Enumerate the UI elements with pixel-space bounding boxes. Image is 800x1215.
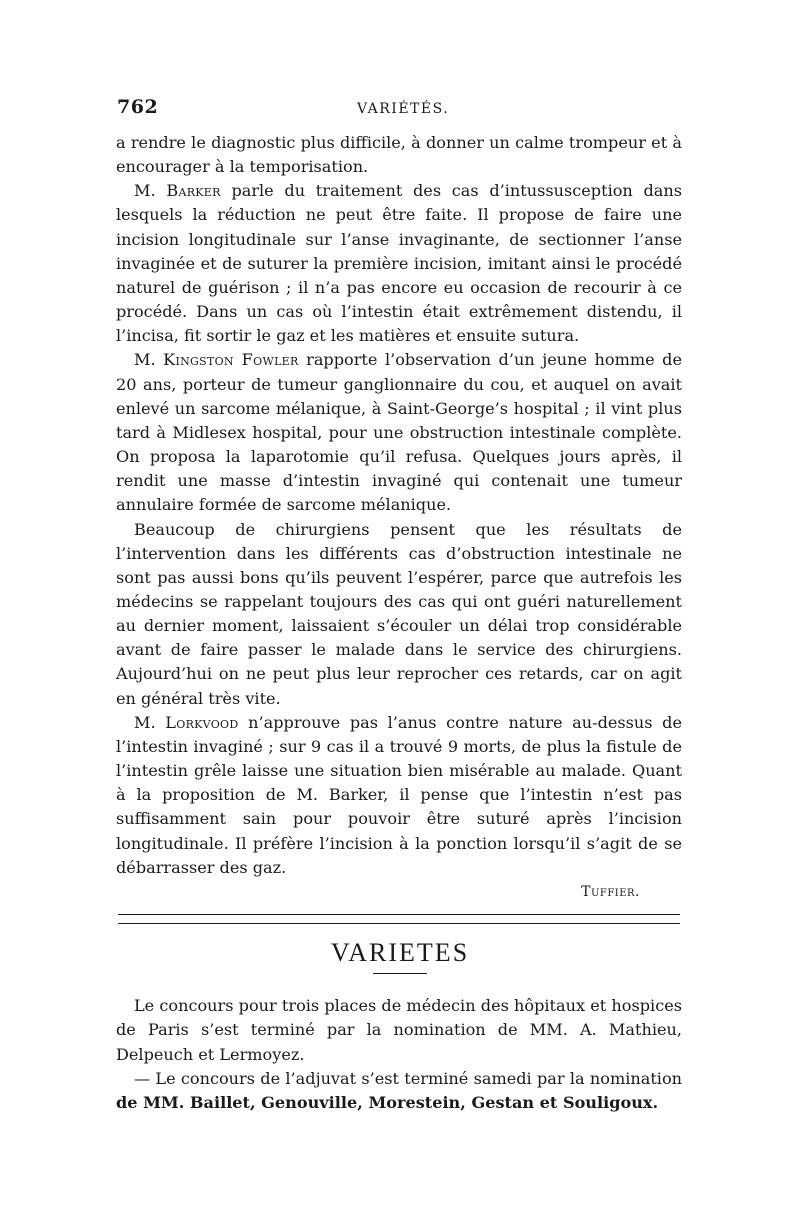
paragraph-concours-medecin bbox=[116, 994, 682, 1067]
signature-line bbox=[116, 880, 682, 904]
paragraph-fowler bbox=[116, 348, 682, 517]
paragraph-text: rapporte l’observation d’un jeune homme de 20 ans, porteur de tumeur ganglionnaire du cou, et auquel on avait enlevé un sarcome mélanique, à Saint-George’s hospital ; il vint plus tard à Midlesex hospital, pour une obstruction intestinale complète. On proposa la laparotomie qu’il refusa. Quelques jours après, il rendit une masse d’intestin invaginé qui contenait une tumeur annulaire formée de sarcome mélanique. bbox=[116, 350, 682, 515]
running-head bbox=[117, 96, 682, 122]
paragraph-text: Beaucoup de chirurgiens pensent que les résultats de l’intervention dans les différents cas d’obstruction intestinale ne sont pas aussi bons qu’ils peuvent l’espérer, parce que autrefois les médecins se rappelant toujours des cas qui ont guéri naturellement au dernier moment, laissaient s’écouler un délai trop considérable avant de faire passer le malade dans le service des chirurgiens. Aujourd’hui on ne peut plus leur reprocher ces retards, car on agit en général très vite. bbox=[116, 519, 682, 708]
running-title: VARIÉTÉS. bbox=[357, 101, 450, 117]
author-signature: Tuffier. bbox=[581, 883, 640, 900]
paragraph-text: Le concours pour trois places de médecin des hôpitaux et hospices de Paris s’est terminé par la nomination de MM. A. Mathieu, Delpeuch et Lermoyez. bbox=[116, 996, 682, 1064]
paragraph-barker bbox=[116, 179, 682, 348]
paragraph-text-bold: de MM. Baillet, Genouville, Morestein, Gestan et Souligoux. bbox=[116, 1093, 659, 1113]
speaker-name: Kingston Fowler bbox=[163, 350, 299, 370]
speaker-prefix: M. bbox=[134, 181, 156, 201]
paragraph-text: parle du traitement des cas d’intussusception dans lesquels la réduction ne peut être faite. Il propose de faire une incision longitudinale sur l’anse invaginante, de sectionner l’anse invaginée et de suturer la première incision, imitant ainsi le procédé naturel de guérison ; il n’a pas encore eu occasion de recourir à ce procédé. Dans un cas où l’intestin était extrêmement distendu, il l’incisa, fit sortir le gaz et les matières et ensuite sutura. bbox=[116, 181, 682, 346]
paragraph-chirurgiens bbox=[116, 518, 682, 711]
paragraph-lorkvood bbox=[116, 711, 682, 880]
paragraph-text: n’approuve pas l’anus contre nature au-dessus de l’intestin invaginé ; sur 9 cas il a trouvé 9 morts, de plus la fistule de l’intestin grêle laisse une situation bien misérable au malade. Quant à la proposition de M. Barker, il pense que l’intestin n’est pas suffisamment sain pour pouvoir être suturé après l’incision longitudinale. Il préfère l’incision à la ponction lorsqu’il s’agit de se débarrasser des gaz. bbox=[116, 712, 683, 877]
heading-underline bbox=[373, 973, 427, 974]
speaker-name: Lorkvood bbox=[165, 712, 239, 732]
paragraph-continuation bbox=[116, 131, 682, 179]
speaker-name: Barker bbox=[166, 181, 221, 201]
article-body bbox=[116, 131, 682, 904]
paragraph-text: — Le concours de l’adjuvat s’est terminé samedi par la nomination bbox=[134, 1068, 682, 1088]
section-heading: VARIETES bbox=[330, 938, 470, 967]
paragraph-concours-adjuvat bbox=[116, 1067, 682, 1116]
varietes-body bbox=[116, 994, 682, 1115]
speaker-prefix: M. bbox=[134, 712, 156, 732]
section-divider bbox=[118, 914, 680, 924]
page-number: 762 bbox=[117, 96, 159, 118]
speaker-prefix: M. bbox=[134, 350, 156, 370]
paragraph-text: a rendre le diagnostic plus difficile, à donner un calme trompeur et à encourager à la temporisation. bbox=[116, 133, 682, 177]
